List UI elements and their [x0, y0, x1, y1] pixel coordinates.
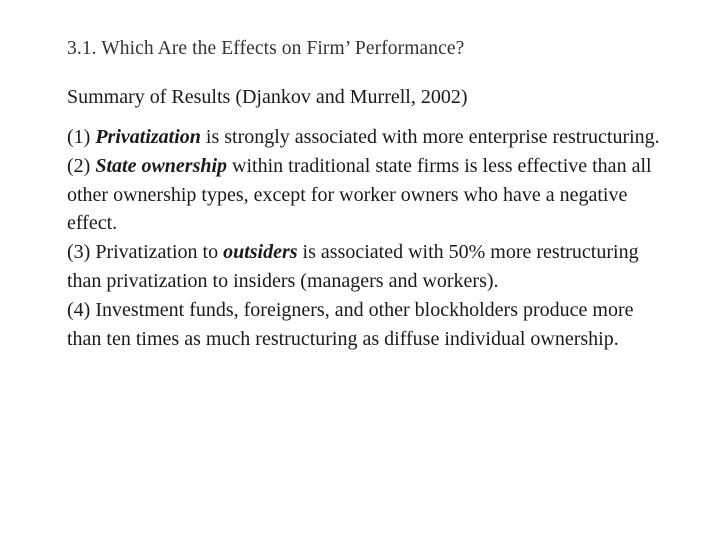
result-item-2-text: within traditional state firms is less effective than all other ownership types, except for worker owners who have a negative effect.	[67, 154, 652, 235]
result-item-1-prefix: (1)	[67, 126, 96, 148]
slide-title: 3.1. Which Are the Effects on Firm’ Performance?	[67, 38, 465, 59]
slide-subtitle: Summary of Results (Djankov and Murrell, 2002)	[67, 86, 468, 108]
result-item-1	[67, 123, 667, 152]
result-item-3	[67, 238, 667, 296]
result-item-2-emphasis: State ownership	[95, 154, 228, 177]
result-item-3-prefix: (3) Privatization to	[67, 241, 224, 264]
result-item-4: (4) Investment funds, foreigners, and other blockholders produce more than ten times as much restructuring as diffuse individual ownership.	[67, 298, 634, 350]
result-item-3-text: is associated with 50% more restructuring than privatization to insiders (managers and workers).	[67, 241, 639, 292]
result-item-1-text: is strongly associated with more enterprise restructuring.	[200, 126, 660, 148]
result-item-1-emphasis: Privatization	[95, 126, 201, 148]
result-item-3-emphasis: outsiders	[223, 241, 298, 264]
result-item-2	[67, 152, 667, 238]
results-list	[67, 123, 667, 353]
result-item-2-prefix: (2)	[67, 154, 96, 177]
